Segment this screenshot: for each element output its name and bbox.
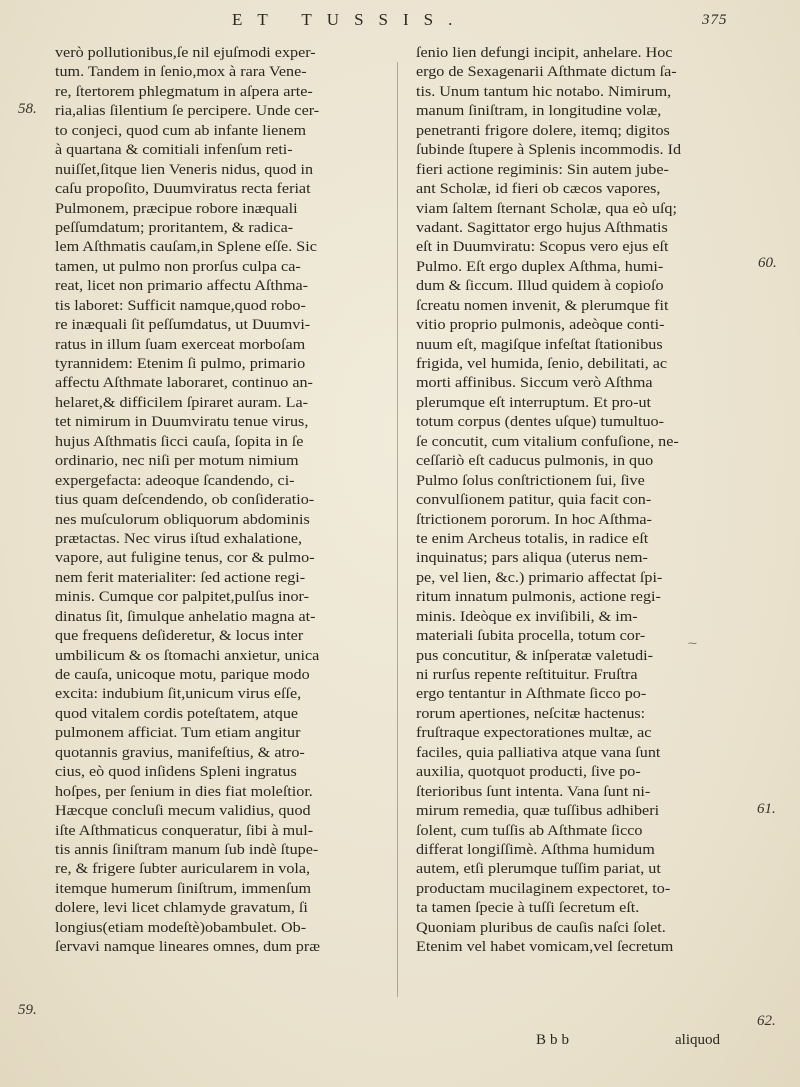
text-line: nem ferit materialiter: ſed actione regi- — [55, 569, 306, 586]
right-text-column — [416, 44, 734, 958]
text-line: Quoniam pluribus de cauſis naſci ſolet. — [416, 919, 666, 936]
text-line: Pulmo. Eſt ergo duplex Aſthma, humi- — [416, 258, 664, 275]
text-line: affectu Aſthmate laboraret, continuo an- — [55, 375, 313, 392]
page-header — [0, 10, 800, 36]
text-line: tis. Unum tantum hic notabo. Nimirum, — [416, 83, 672, 100]
text-line: ritum innatum pulmonis, actione regi- — [416, 589, 661, 606]
text-line: auxilia, quotquot producti, ſive po- — [416, 764, 641, 781]
running-title: ET TUSSIS. — [232, 10, 468, 29]
text-line: longius(etiam modeſtè)obambulet. Ob- — [55, 919, 307, 936]
text-line: tum. Tandem in ſenio,mox à rara Vene- — [55, 64, 307, 81]
text-line: expergefacta: adeoque ſcandendo, ci- — [55, 472, 295, 489]
text-line: mirum remedia, quæ tuſſibus adhiberi — [416, 803, 660, 820]
text-line: ſe concutit, cum vitalium confuſione, ne- — [416, 433, 679, 450]
catchword: aliquod — [675, 1032, 720, 1048]
text-line: fruſtraque expectorationes multæ, ac — [416, 725, 652, 742]
text-line: ſtrictionem pororum. In hoc Aſthma- — [416, 511, 652, 528]
text-line: vadant. Sagittator ergo hujus Aſthmatis — [416, 219, 668, 236]
text-line: manum ſiniſtram, in longitudine volæ, — [416, 103, 662, 120]
text-line: ſenio lien defungi incipit, anhelare. Hoc — [416, 45, 673, 61]
text-line: eſt in Duumviratu: Scopus vero ejus eſt — [416, 239, 669, 256]
page-number: 375 — [702, 12, 728, 28]
text-line: tet nimirum in Duumviratu tenue virus, — [55, 414, 309, 431]
margin-note-62: 62. — [757, 1013, 776, 1029]
text-line: hoſpes, per ſenium in dies fiat moleſtior. — [55, 783, 313, 800]
text-line: de cauſa, unicoque motu, parique modo — [55, 667, 310, 683]
text-line: morti affinibus. Siccum verò Aſthma — [416, 375, 653, 392]
text-line: tyrannidem: Etenim ſi pulmo, primario — [55, 356, 306, 372]
text-line: dinatus ſit, ſimulque anhelatio magna at- — [55, 608, 316, 625]
text-line: fieri actione regiminis: Sin autem jube- — [416, 161, 669, 178]
text-line: differat longiſſimè. Aſthma humidum — [416, 841, 655, 858]
signature-mark: Bbb — [536, 1032, 574, 1048]
page-footer — [0, 1032, 800, 1054]
text-line: nes muſculorum obliquorum abdominis — [55, 511, 310, 528]
text-line: vitio proprio pulmonis, adeòque conti- — [416, 317, 665, 334]
margin-note-59: 59. — [18, 1002, 37, 1018]
text-line: caſu propoſito, Duumviratus recta feriat — [55, 181, 311, 198]
text-line: re, & frigere ſubter auricularem in vola, — [55, 861, 311, 878]
text-line: tis annis ſiniſtram manum ſub indè ſtupe- — [55, 841, 319, 858]
text-line: ni rurſus repente reſtituitur. Fruſtra — [416, 667, 638, 683]
text-line: re, ſtertorem phlegmatum in aſpera arte- — [55, 83, 313, 100]
text-line: que frequens deſideretur, & locus inter — [55, 628, 304, 645]
text-line: reat, licet non primario affectu Aſthma- — [55, 278, 309, 295]
text-line: Hæcque concluſi mecum validius, quod — [55, 803, 311, 820]
text-line: nuiſſet,ſitque lien Veneris nidus, quod in — [55, 161, 314, 178]
text-line: ſolent, cum tuſſis ab Aſthmate ſicco — [416, 822, 643, 839]
text-line: ſervavi namque lineares omnes, dum præ — [55, 939, 320, 956]
text-line: ta tamen ſpecie à tuſſi ſecretum eſt. — [416, 900, 640, 917]
text-line: ordinario, nec niſi per motum nimium — [55, 453, 299, 470]
text-line: verò pollutionibus,ſe nil ejuſmodi exper- — [55, 45, 316, 61]
text-line: itemque humerum ſiniſtrum, immenſum — [55, 880, 312, 897]
text-line: cius, eò quod inſidens Spleni ingratus — [55, 764, 297, 781]
text-line: ſubinde ſtupere à Splenis incommodis. Id — [416, 142, 682, 159]
text-line: penetranti frigore dolere, itemq; digitos — [416, 122, 670, 139]
text-line: Pulmo ſolus conſtrictionem ſui, ſive — [416, 472, 645, 489]
text-line: hujus Aſthmatis ſicci cauſa, ſopita in ſe — [55, 433, 304, 450]
text-line: ergo tentantur in Aſthmate ſicco po- — [416, 686, 647, 703]
text-line: productam mucilaginem expectoret, to- — [416, 880, 671, 897]
text-line: ria,alias ſilentium ſe percipere. Unde cer- — [55, 103, 320, 120]
text-line: excita: indubium ſit,unicum virus eſſe, — [55, 686, 302, 703]
text-line: to conjeci, quod cum ab infante lienem — [55, 122, 307, 139]
text-line: minis. Cumque cor palpitet,pulſus inor- — [55, 589, 309, 606]
text-line: nuum eſt, magiſque infeſtat ſtationibus — [416, 336, 663, 353]
text-line: tius quam deſcendendo, ob conſideratio- — [55, 492, 315, 509]
text-line: autem, etſi plerumque tuſſim pariat, ut — [416, 861, 661, 878]
text-line: umbilicum & os ſtomachi anxietur, unica — [55, 647, 320, 664]
text-line: quotannis gravius, manifeſtius, & atro- — [55, 744, 305, 761]
text-line: dum & ſiccum. Illud quidem à copioſo — [416, 278, 664, 295]
text-line: totum corpus (dentes uſque) tumultuo- — [416, 414, 664, 431]
text-line: dolere, levi licet chlamyde gravatum, ſi — [55, 900, 308, 917]
text-line: ſcreatu nomen invenit, & plerumque fit — [416, 297, 669, 314]
text-line: lem Aſthmatis cauſam,in Splene eſſe. Sic — [55, 239, 317, 256]
margin-note-60: 60. — [758, 255, 777, 271]
text-line: quod vitalem cordis poteſtatem, atque — [55, 705, 299, 722]
text-line: Pulmonem, præcipue robore inæquali — [55, 200, 298, 217]
text-line: materiali ſubita procella, totum cor- — [416, 628, 646, 645]
text-line: ſterioribus ſunt intenta. Vana ſunt ni- — [416, 783, 651, 800]
text-line: iſte Aſthmaticus conqueratur, ſibi à mul- — [55, 822, 314, 839]
text-line: pulmonem afficiat. Tum etiam angitur — [55, 725, 301, 742]
text-line: pe, vel lien, &c.) primario affectat ſpi- — [416, 569, 663, 586]
text-line: frigida, vel humida, ſenio, debilitati, ac — [416, 356, 668, 372]
text-line: helaret,& difficilem ſpiraret auram. La- — [55, 394, 308, 411]
text-line: inquinatus; pars aliqua (uterus nem- — [416, 550, 648, 567]
text-line: plerumque eſt interruptum. Et pro-ut — [416, 394, 651, 411]
text-line: tamen, ut pulmo non prorſus culpa ca- — [55, 258, 301, 275]
text-line: pus concutitur, & inſperatæ valetudi- — [416, 647, 654, 664]
column-divider — [397, 62, 398, 997]
text-line: vapore, aut fuligine tenus, cor & pulmo- — [55, 550, 315, 567]
text-line: convulſionem patitur, quia facit con- — [416, 492, 652, 509]
text-line: à quartana & comitiali infenſum reti- — [55, 142, 293, 159]
text-line: ergo de Sexagenarii Aſthmate dictum ſa- — [416, 64, 677, 81]
text-line: rorum apertiones, neſcitæ hactenus: — [416, 705, 646, 722]
text-line: ant Scholæ, id fieri ob cæcos vapores, — [416, 181, 661, 198]
text-line: minis. Ideòque ex inviſibili, & im- — [416, 608, 638, 625]
text-line: ratus in illum ſuam exerceat morboſam — [55, 336, 306, 353]
margin-note-61: 61. — [757, 801, 776, 817]
text-line: peſſumdatum; proritantem, & radica- — [55, 219, 294, 236]
text-line: tis laboret: Sufficit namque,quod robo- — [55, 297, 306, 314]
text-line: re inæquali ſit peſſumdatus, ut Duumvi- — [55, 317, 311, 334]
left-text-column — [55, 44, 378, 958]
ink-smudge: ⁓ — [688, 638, 697, 648]
margin-note-58: 58. — [18, 101, 37, 117]
text-line: ceſſariò eſt caducus pulmonis, in quo — [416, 453, 654, 470]
text-line: prætactas. Nec virus iſtud exhalatione, — [55, 530, 303, 547]
text-line: te enim Archeus totalis, in radice eſt — [416, 530, 649, 547]
text-line: viam ſaltem ſternant Scholæ, qua eò uſq; — [416, 200, 677, 217]
text-line: Etenim vel habet vomicam,vel ſecretum — [416, 939, 674, 956]
text-line: faciles, quia palliativa atque vana ſunt — [416, 744, 661, 761]
